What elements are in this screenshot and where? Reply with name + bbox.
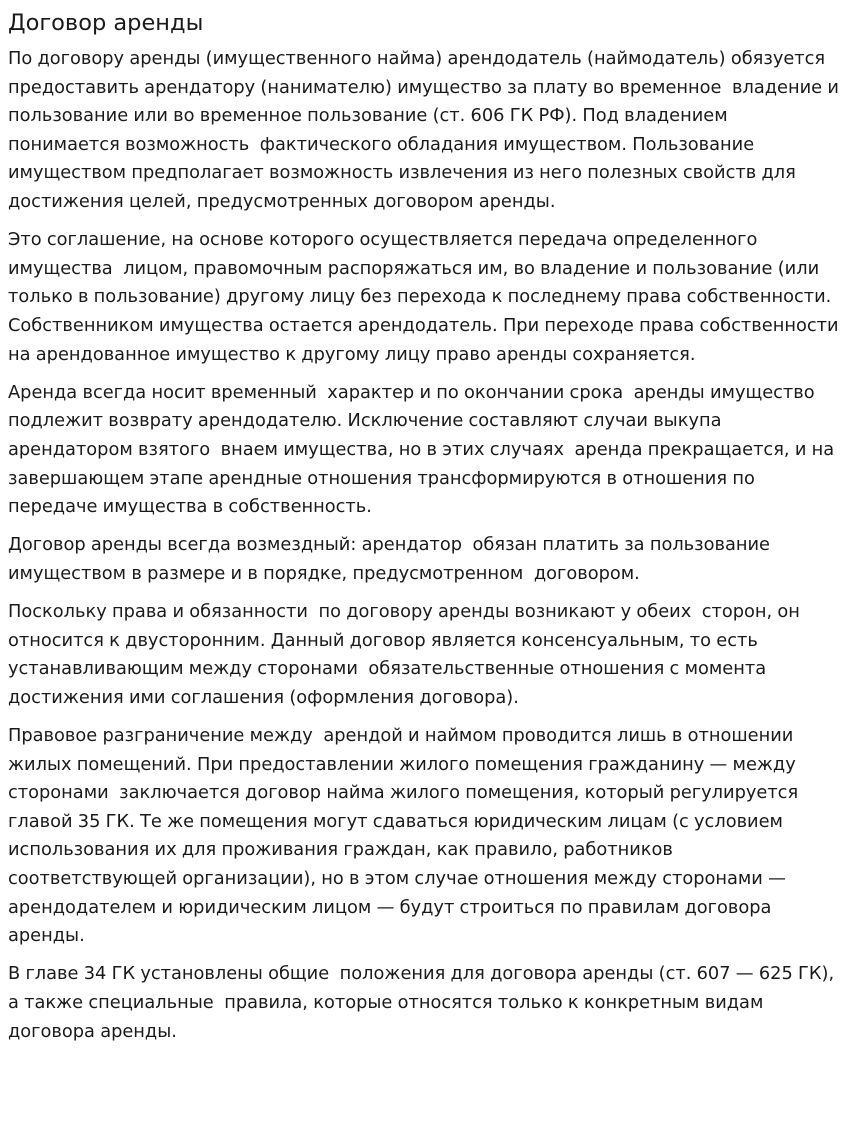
paragraph-compensated-contract: Договор аренды всегда возмездный: арендатор обязан платить за пользование имуществом в размере и в порядке, предусмотренном договором. [8, 534, 776, 584]
paragraph-lease-vs-tenancy: Правовое разграничение между арендой и наймом проводится лишь в отношении жилых помещений. При предоставлении жилого помещения гражданину — между сторонами заключается договор найма жилого помещения, который регулируется главой 35 ГК. Те же помещения могут сдаваться юридическим лицам (с условием использования их для проживания граждан, как правило, работников соответствующей организации), но в этом случае отношения между сторонами — арендодателем и юридическим лицом — будут строиться по правилам договора аренды. [8, 725, 804, 947]
paragraph-chapter-34: В главе 34 ГК установлены общие положения для договора аренды (ст. 607 — 625 ГК), а также специальные правила, которые относятся только к конкретным видам договора аренды. [8, 963, 840, 1042]
paragraph-bilateral-consensual: Поскольку права и обязанности по договору аренды возникают у обеих сторон, он относится к двусторонним. Данный договор является консенсуальным, то есть устанавливающим между сторонами обязательственные отношения с момента достижения ими соглашения (оформления договора). [8, 601, 806, 708]
paragraph-lease-definition: По договору аренды (имущественного найма) арендодатель (наймодатель) обязуется предоставить арендатору (нанимателю) имущество за плату во временное владение и пользование или во временное пользование (ст. 606 ГК РФ). Под владением понимается возможность фактического обладания имуществом. Пользование имуществом предполагает возможность извлечения из него полезных свойств для достижения целей, предусмотренных договором аренды. [8, 48, 845, 212]
paragraph-transfer-of-property: Это соглашение, на основе которого осуществляется передача определенного имущества лицом, правомочным распоряжаться им, во владение и пользование (или только в пользование) другому лицу без перехода к последнему права собственности. Собственником имущества остается арендодатель. При переходе права собственности на арендованное имущество к другому лицу право аренды сохраняется. [8, 229, 844, 365]
document-title: Договор аренды [8, 10, 204, 36]
paragraph-temporary-nature: Аренда всегда носит временный характер и по окончании срока аренды имущество подлежит возврату арендодателю. Исключение составляют случаи выкупа арендатором взятого внаем имущества, но в этих случаях аренда прекращается, и на завершающем этапе арендные отношения трансформируются в отношения по передаче имущества в собственность. [8, 381, 840, 518]
